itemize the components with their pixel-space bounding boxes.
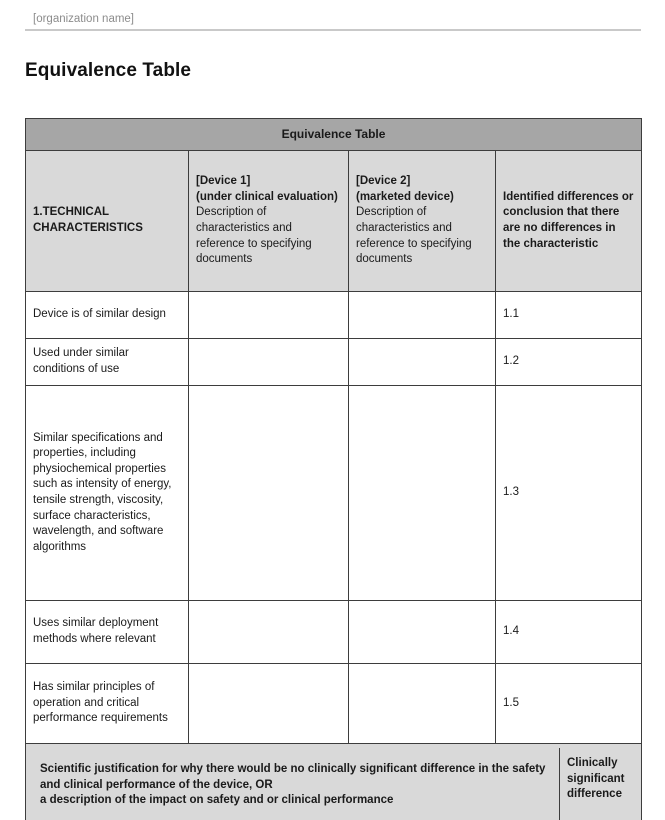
- reference-number: 1.5: [496, 664, 642, 744]
- organization-name-placeholder[interactable]: [organization name]: [33, 13, 135, 25]
- table-row: [26, 339, 642, 386]
- column-header-device1: [189, 151, 349, 292]
- equivalence-table: [25, 118, 642, 820]
- justification-line2: a description of the impact on safety and or clinical performance: [40, 794, 394, 807]
- clinically-significant-difference-label: Clinically significant difference: [559, 748, 634, 820]
- column-header-row: [26, 151, 642, 292]
- table-row: [26, 386, 642, 601]
- device1-qualifier: (under clinical evaluation): [196, 190, 338, 203]
- device2-entry-cell[interactable]: [349, 386, 496, 601]
- table-row: [26, 292, 642, 339]
- device2-entry-cell[interactable]: [349, 292, 496, 339]
- device1-description: Description of characteristics and reference to specifying documents: [196, 206, 312, 266]
- page-title: Equivalence Table: [25, 60, 192, 81]
- table-row: [26, 664, 642, 744]
- reference-number: 1.3: [496, 386, 642, 601]
- device1-entry-cell[interactable]: [189, 664, 349, 744]
- column-header-technical-characteristics: 1.TECHNICAL CHARACTERISTICS: [26, 151, 189, 292]
- device1-name: [Device 1]: [196, 175, 251, 188]
- device2-entry-cell[interactable]: [349, 339, 496, 386]
- justification-cell: [26, 744, 642, 820]
- device2-description: Description of characteristics and reference to specifying documents: [356, 206, 472, 266]
- column-header-device2: [349, 151, 496, 292]
- table-row: [26, 601, 642, 664]
- column-header-identified-differences: Identified differences or conclusion that there are no differences in the characteristic: [496, 151, 642, 292]
- characteristic-label: Similar specifications and properties, including physiochemical properties such as intensity of energy, tensile strength, viscosity, surface characteristics, wavelength, and software algorithms: [26, 386, 189, 601]
- device1-entry-cell[interactable]: [189, 292, 349, 339]
- device2-entry-cell[interactable]: [349, 664, 496, 744]
- justification-line1: Scientific justification for why there would be no clinically significant difference in the safety and clinical performance of the device, OR: [40, 763, 546, 791]
- header-rule: [25, 29, 641, 31]
- scientific-justification-text: [33, 748, 559, 820]
- table-title-row: [26, 119, 642, 151]
- device1-entry-cell[interactable]: [189, 339, 349, 386]
- device1-entry-cell[interactable]: [189, 601, 349, 664]
- device1-entry-cell[interactable]: [189, 386, 349, 601]
- reference-number: 1.2: [496, 339, 642, 386]
- characteristic-label: Has similar principles of operation and critical performance requirements: [26, 664, 189, 744]
- device2-name: [Device 2]: [356, 175, 411, 188]
- reference-number: 1.1: [496, 292, 642, 339]
- table-title: Equivalence Table: [26, 119, 642, 151]
- characteristic-label: Device is of similar design: [26, 292, 189, 339]
- device2-qualifier: (marketed device): [356, 190, 454, 203]
- device2-entry-cell[interactable]: [349, 601, 496, 664]
- justification-row: [26, 744, 642, 820]
- characteristic-label: Uses similar deployment methods where relevant: [26, 601, 189, 664]
- characteristic-label: Used under similar conditions of use: [26, 339, 189, 386]
- reference-number: 1.4: [496, 601, 642, 664]
